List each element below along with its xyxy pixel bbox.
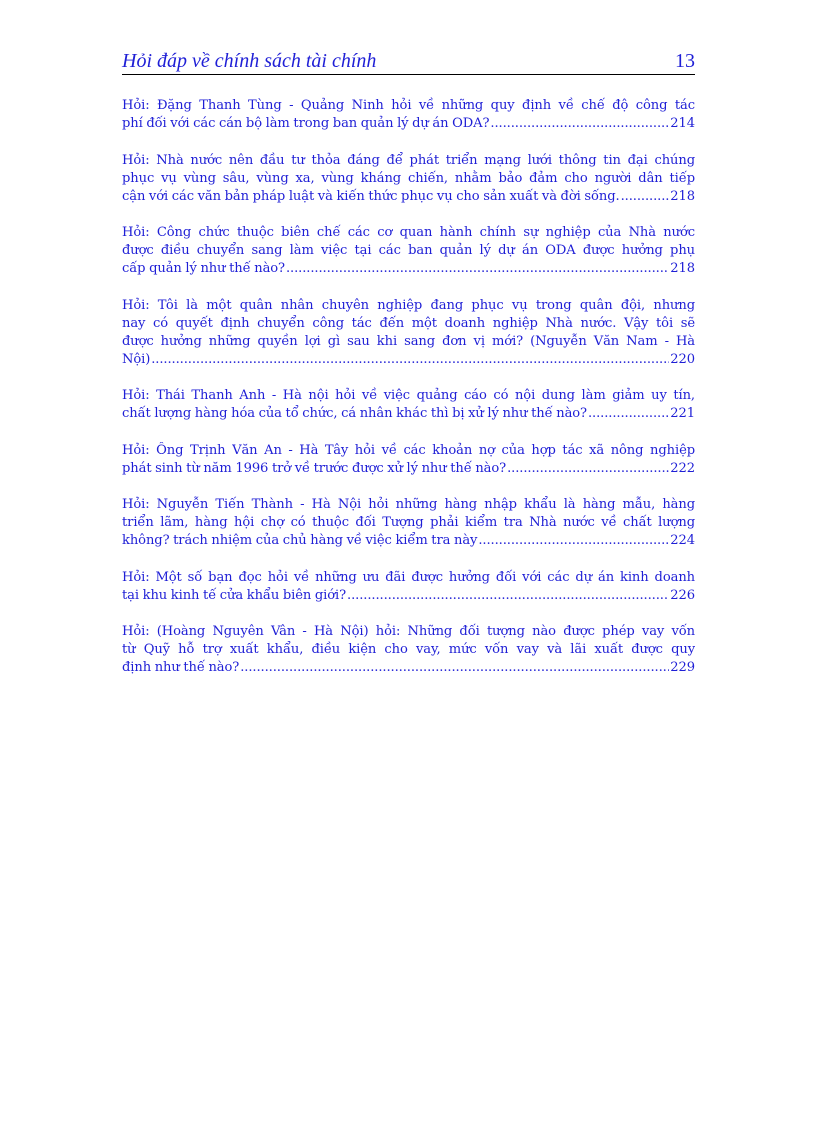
toc-entry-text-line: nay có quyết định chuyển công tác đến một doanh nghiệp Nhà nước. Vậy tôi sẽ xyxy=(122,315,695,331)
toc-page-number: 214 xyxy=(670,116,695,131)
toc-page-number: 220 xyxy=(670,351,695,367)
toc-entry-text-line: Hỏi: Thái Thanh Anh - Hà nội hỏi về việc quảng cáo có nội dung làm giảm uy tín, xyxy=(122,388,695,403)
dot-leader xyxy=(490,115,669,133)
toc-entry-text-line: triển lãm, hàng hội chợ có thuộc đối Tượng phải kiểm tra Nhà nước về chất lượng xyxy=(122,515,695,530)
toc-entry-text-line: cấp quản lý như thế nào? xyxy=(122,261,285,276)
toc-entry-text-line: Hỏi: Nguyễn Tiến Thành - Hà Nội hỏi những hàng nhập khẩu là hàng mẫu, hàng xyxy=(122,497,695,512)
toc-entry-final-line xyxy=(122,188,695,206)
toc-entry-text-line: Nội) xyxy=(122,351,151,367)
toc-entry-text-line: được hưởng những quyền lợi gì sau khi sang đơn vị mới? (Nguyễn Văn Nam - Hà xyxy=(122,333,695,349)
dot-leader xyxy=(347,587,669,605)
toc-entry-text-line: phục vụ vùng sâu, vùng xa, vùng kháng chiến, nhằm bảo đảm cho người dân tiếp xyxy=(122,170,695,186)
toc-entry-link[interactable] xyxy=(122,623,695,677)
toc-entry-final-line xyxy=(122,115,695,133)
toc-entry-final-line xyxy=(122,587,695,605)
toc-entry-text-line: định như thế nào? xyxy=(122,660,240,675)
toc-entry-link[interactable] xyxy=(122,224,695,278)
dot-leader xyxy=(588,405,669,423)
toc-entry-text-line: tại khu kinh tế cửa khẩu biên giới? xyxy=(122,587,347,603)
toc-entry-link[interactable] xyxy=(122,297,695,369)
toc-entry-text-line: phát sinh từ năm 1996 trở về trước được xử lý như thế nào? xyxy=(122,460,507,476)
toc-entry-text-line: phí đối với các cán bộ làm trong ban quản lý dự án ODA? xyxy=(122,116,490,131)
toc-entry-text-line: Hỏi: Công chức thuộc biên chế các cơ quan hành chính sự nghiệp của Nhà nước xyxy=(122,225,695,240)
running-title: Hỏi đáp về chính sách tài chính xyxy=(122,50,377,72)
toc-entry-link[interactable] xyxy=(122,442,695,478)
toc-entry-text-line: từ Quỹ hỗ trợ xuất khẩu, điều kiện cho vay, mức vốn vay và lãi xuất được quy xyxy=(122,642,695,657)
toc-entry-text-line: Hỏi: Một số bạn đọc hỏi về những ưu đãi được hưởng đối với các dự án kinh doanh xyxy=(122,569,695,585)
dot-leader xyxy=(240,659,669,677)
toc-page-number: 221 xyxy=(670,406,695,421)
toc-entry-text-line: chất lượng hàng hóa của tổ chức, cá nhân khác thì bị xử lý như thế nào? xyxy=(122,406,587,421)
dot-leader xyxy=(286,260,669,278)
toc-entry-final-line xyxy=(122,532,695,550)
table-of-contents xyxy=(122,97,695,696)
toc-entry-link[interactable] xyxy=(122,569,695,605)
toc-page-number: 224 xyxy=(670,533,695,548)
dot-leader xyxy=(151,351,669,369)
toc-entry-link[interactable] xyxy=(122,97,695,133)
toc-entry-link[interactable] xyxy=(122,152,695,206)
page-number: 13 xyxy=(675,50,695,72)
toc-entry-link[interactable] xyxy=(122,496,695,550)
toc-entry-text-line: không? trách nhiệm của chủ hàng về việc kiểm tra này xyxy=(122,533,478,548)
dot-leader xyxy=(507,460,669,478)
toc-entry-text-line: Hỏi: Đặng Thanh Tùng - Quảng Ninh hỏi về những quy định về chế độ công tác xyxy=(122,98,695,113)
toc-entry-text-line: Hỏi: Nhà nước nên đầu tư thỏa đáng để phát triển mạng lưới thông tin đại chúng xyxy=(122,152,695,168)
toc-entry-final-line xyxy=(122,460,695,478)
toc-entry-final-line xyxy=(122,260,695,278)
toc-entry-text-line: Hỏi: (Hoàng Nguyên Vân - Hà Nội) hỏi: Những đối tượng nào được phép vay vốn xyxy=(122,624,695,639)
toc-entry-text-line: Hỏi: Ông Trịnh Văn An - Hà Tây hỏi về các khoản nợ của hợp tác xã nông nghiệp xyxy=(122,442,695,458)
toc-page-number: 218 xyxy=(670,188,695,204)
toc-entry-link[interactable] xyxy=(122,387,695,423)
toc-entry-final-line xyxy=(122,351,695,369)
toc-page-number: 218 xyxy=(670,261,695,276)
dot-leader xyxy=(621,188,670,206)
toc-entry-text-line: Hỏi: Tôi là một quân nhân chuyên nghiệp đang phục vụ trong quân đội, nhưng xyxy=(122,297,695,313)
toc-entry-text-line: cận với các văn bản pháp luật và kiến thức phục vụ cho sản xuất và đời sống. xyxy=(122,188,620,204)
dot-leader xyxy=(478,532,669,550)
toc-entry-text-line: được điều chuyển sang làm việc tại các ban quản lý dự án ODA được hưởng phụ xyxy=(122,243,695,258)
toc-entry-final-line xyxy=(122,659,695,677)
page-header xyxy=(122,48,695,75)
toc-page-number: 226 xyxy=(670,587,695,603)
toc-page-number: 222 xyxy=(670,460,695,476)
toc-page-number: 229 xyxy=(670,660,695,675)
toc-entry-final-line xyxy=(122,405,695,423)
